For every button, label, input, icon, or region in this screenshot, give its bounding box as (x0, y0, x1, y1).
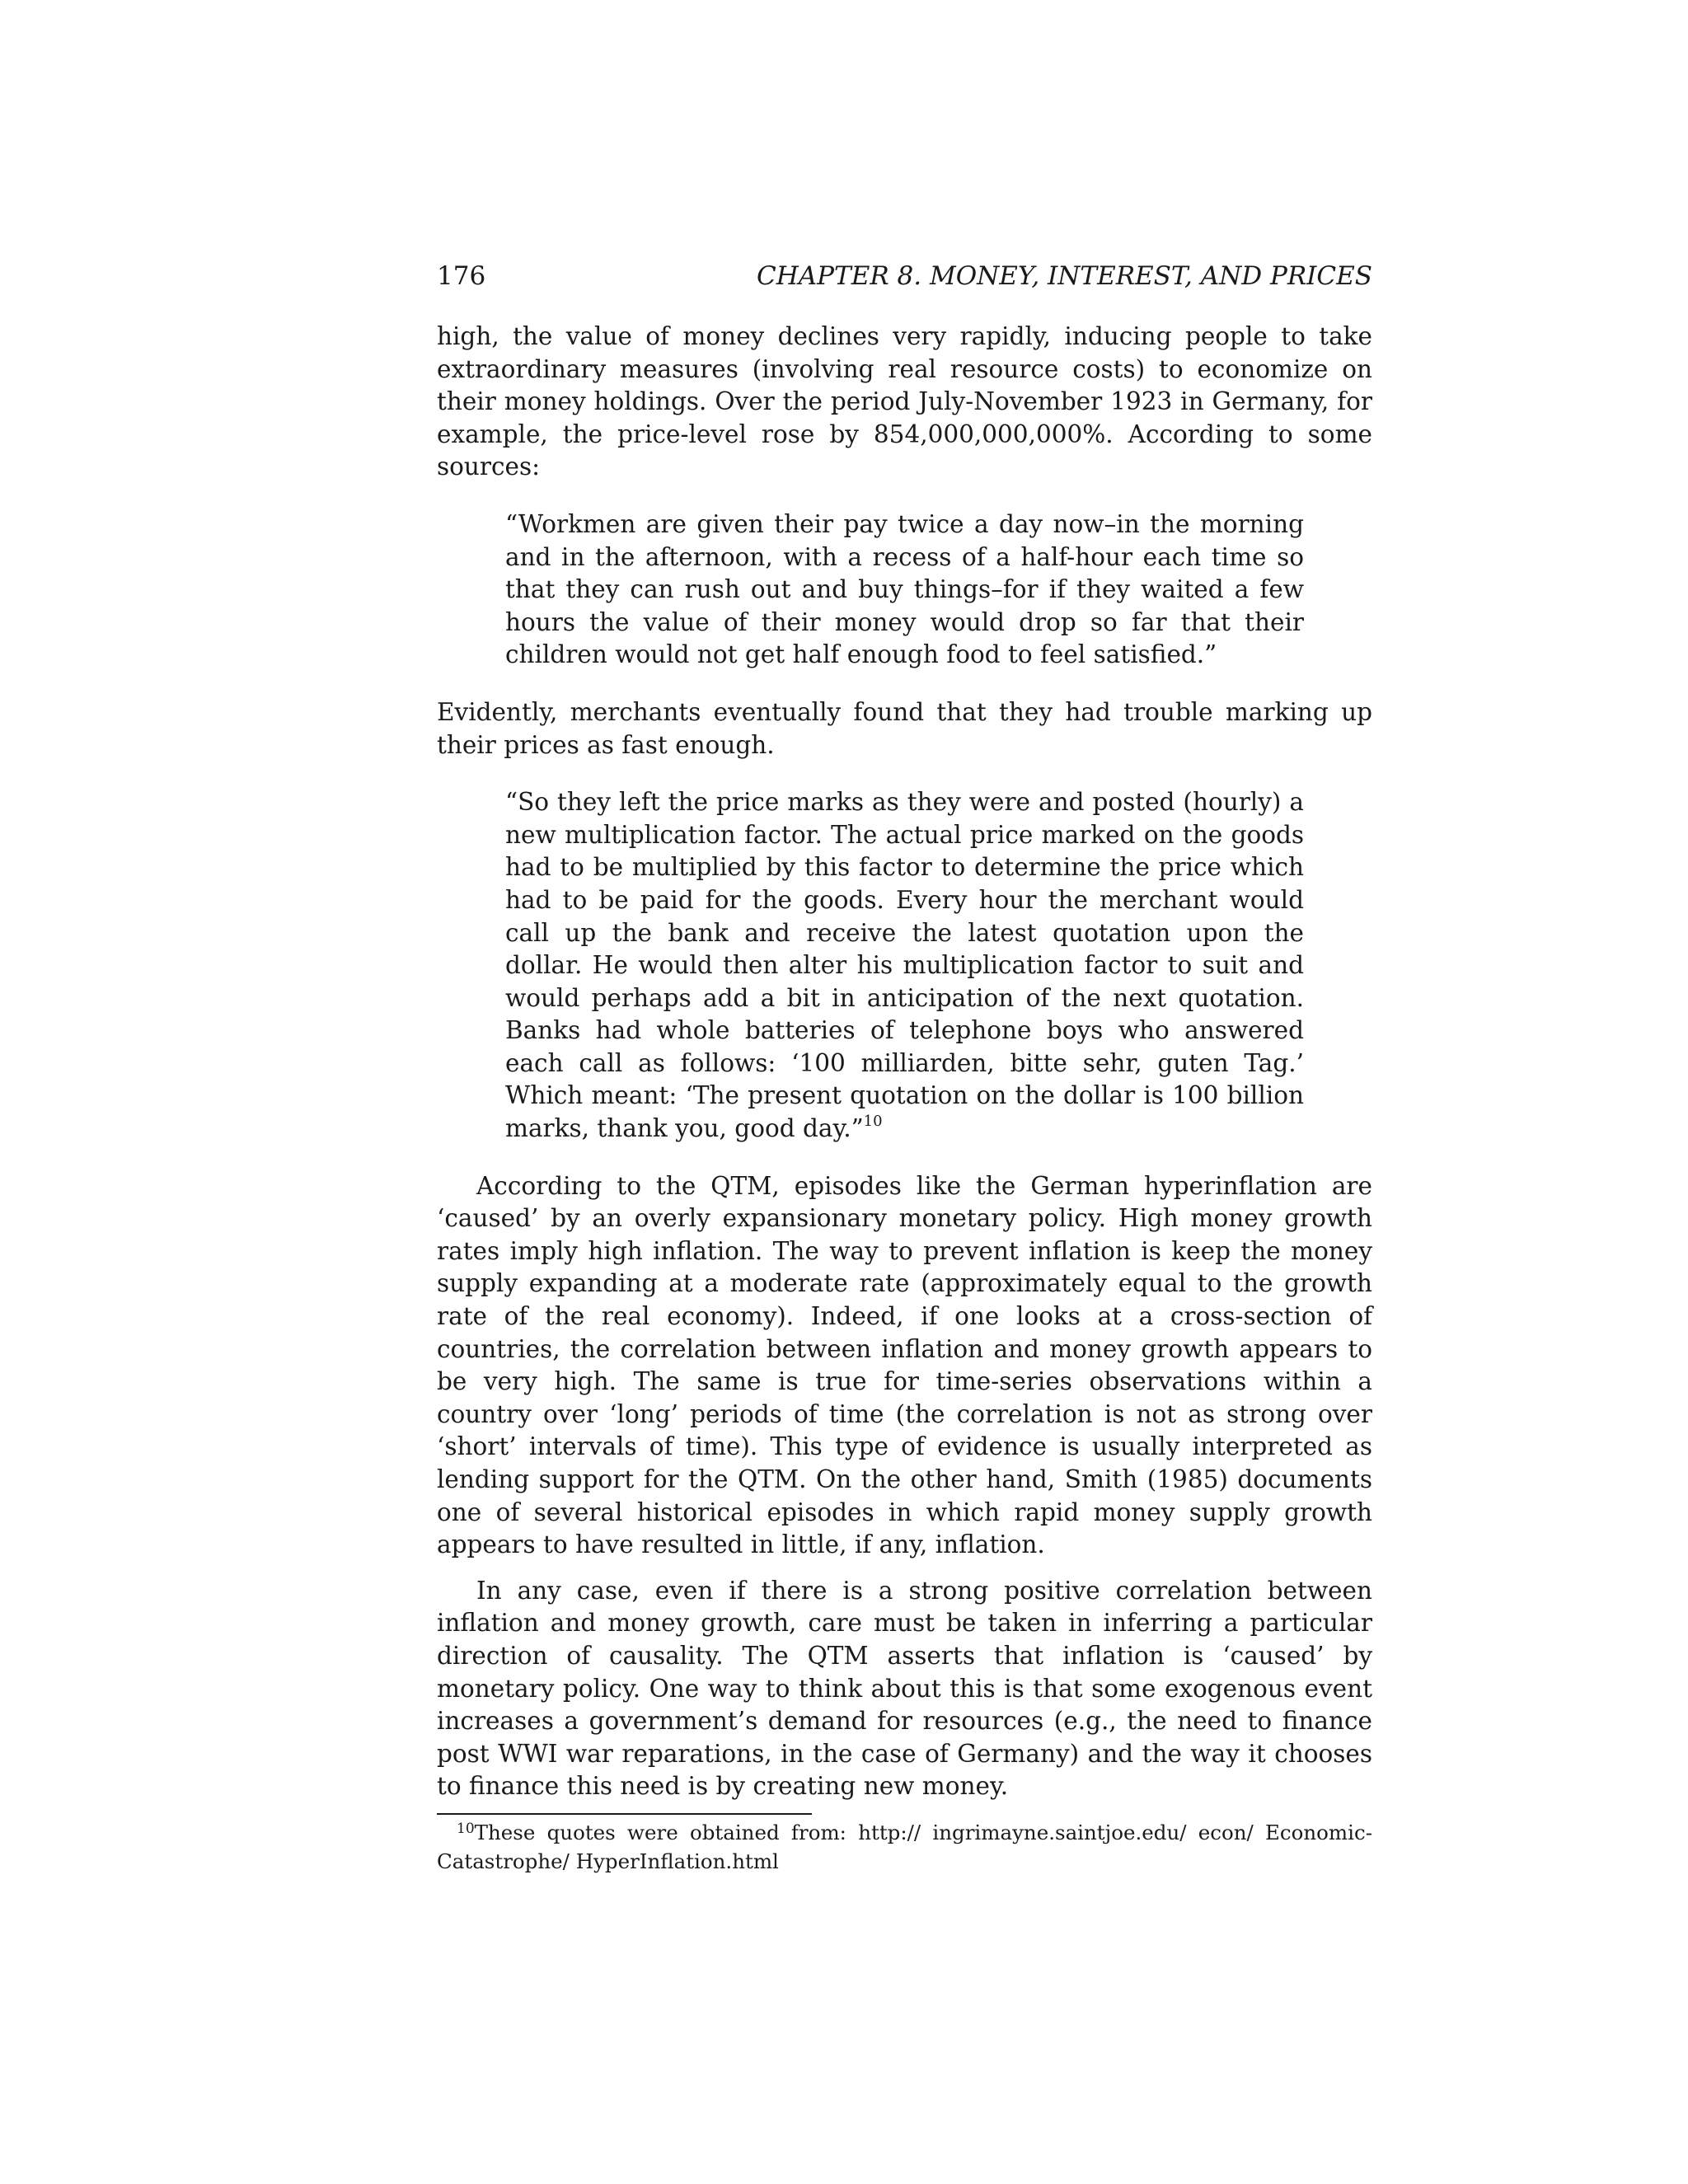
paragraph-merchants: Evidently, merchants eventually found that they had trouble marking up their prices as fast enough. (437, 697, 1372, 759)
running-header (437, 260, 1372, 293)
footnote-divider (437, 1813, 812, 1815)
paragraph-intro: high, the value of money declines very rapidly, inducing people to take extraordinary measures (involving real resource costs) to economize on their money holdings. Over the period July-November 1923 in Germany, for example, the price-level rose by 854,000,000,000%. According to some sources: (437, 322, 1372, 481)
page-number: 176 (437, 261, 486, 291)
book-page (437, 260, 1372, 1875)
footnote (437, 1820, 1372, 1875)
quote-price-marks-paragraph (505, 786, 1304, 1146)
quote-price-marks-text: “So they left the price marks as they were and posted (hourly) a new multiplication factor. The actual price marked on the goods had to be multiplied by this factor to determine the price which had to be paid for the goods. Every hour the merchant would call up the bank and receive the latest quotation upon the dollar. He would then alter his multiplication factor to suit and would perhaps add a bit in anticipation of the next quotation. Banks had whole batteries of telephone boys who answered each call as follows: ‘100 milliarden, bitte sehr, guten Tag.’ Which meant: ‘The present quotation on the dollar is 100 billion marks, thank you, good day.” (505, 788, 1304, 1143)
footnote-reference[interactable]: 10 (863, 1113, 883, 1131)
quote-workmen-text: “Workmen are given their pay twice a day now–in the morning and in the afternoon, with a recess of a half-hour each time so that they can rush out and buy things–for if they waited a few hours the value of their money would drop so far that their children would not get half enough food to feel satisfied.” (505, 509, 1304, 669)
footnote-text: These quotes were obtained from: http:// ingrimayne.saintjoe.edu/ econ/ Economic-Catastrophe/ HyperInflation.html (437, 1820, 1372, 1873)
chapter-title: CHAPTER 8. MONEY, INTEREST, AND PRICES (757, 261, 1372, 291)
footnote-mark: 10 (457, 1820, 475, 1837)
paragraph-causality: In any case, even if there is a strong positive correlation between inflation and money growth, care must be taken in inferring a particular direction of causality. The QTM asserts that inflation is ‘caused’ by monetary policy. One way to think about this is that some exogenous event increases a government’s demand for resources (e.g., the need to finance post WWI war reparations, in the case of Germany) and the way it chooses to finance this need is by creating new money. (437, 1576, 1372, 1801)
block-quote-price-marks (505, 786, 1304, 1146)
block-quote-workmen (505, 509, 1304, 672)
paragraph-qtm: According to the QTM, episodes like the German hyperinflation are ‘caused’ by an overly expansionary monetary policy. High money growth rates imply high inflation. The way to prevent inflation is keep the money supply expanding at a moderate rate (approximately equal to the growth rate of the real economy). Indeed, if one looks at a cross-section of countries, the correlation between inflation and money growth appears to be very high. The same is true for time-series observations within a country over ‘long’ periods of time (the correlation is not as strong over ‘short’ intervals of time). This type of evidence is usually interpreted as lending support for the QTM. On the other hand, Smith (1985) documents one of several historical episodes in which rapid money supply growth appears to have resulted in little, if any, inflation. (437, 1171, 1372, 1559)
